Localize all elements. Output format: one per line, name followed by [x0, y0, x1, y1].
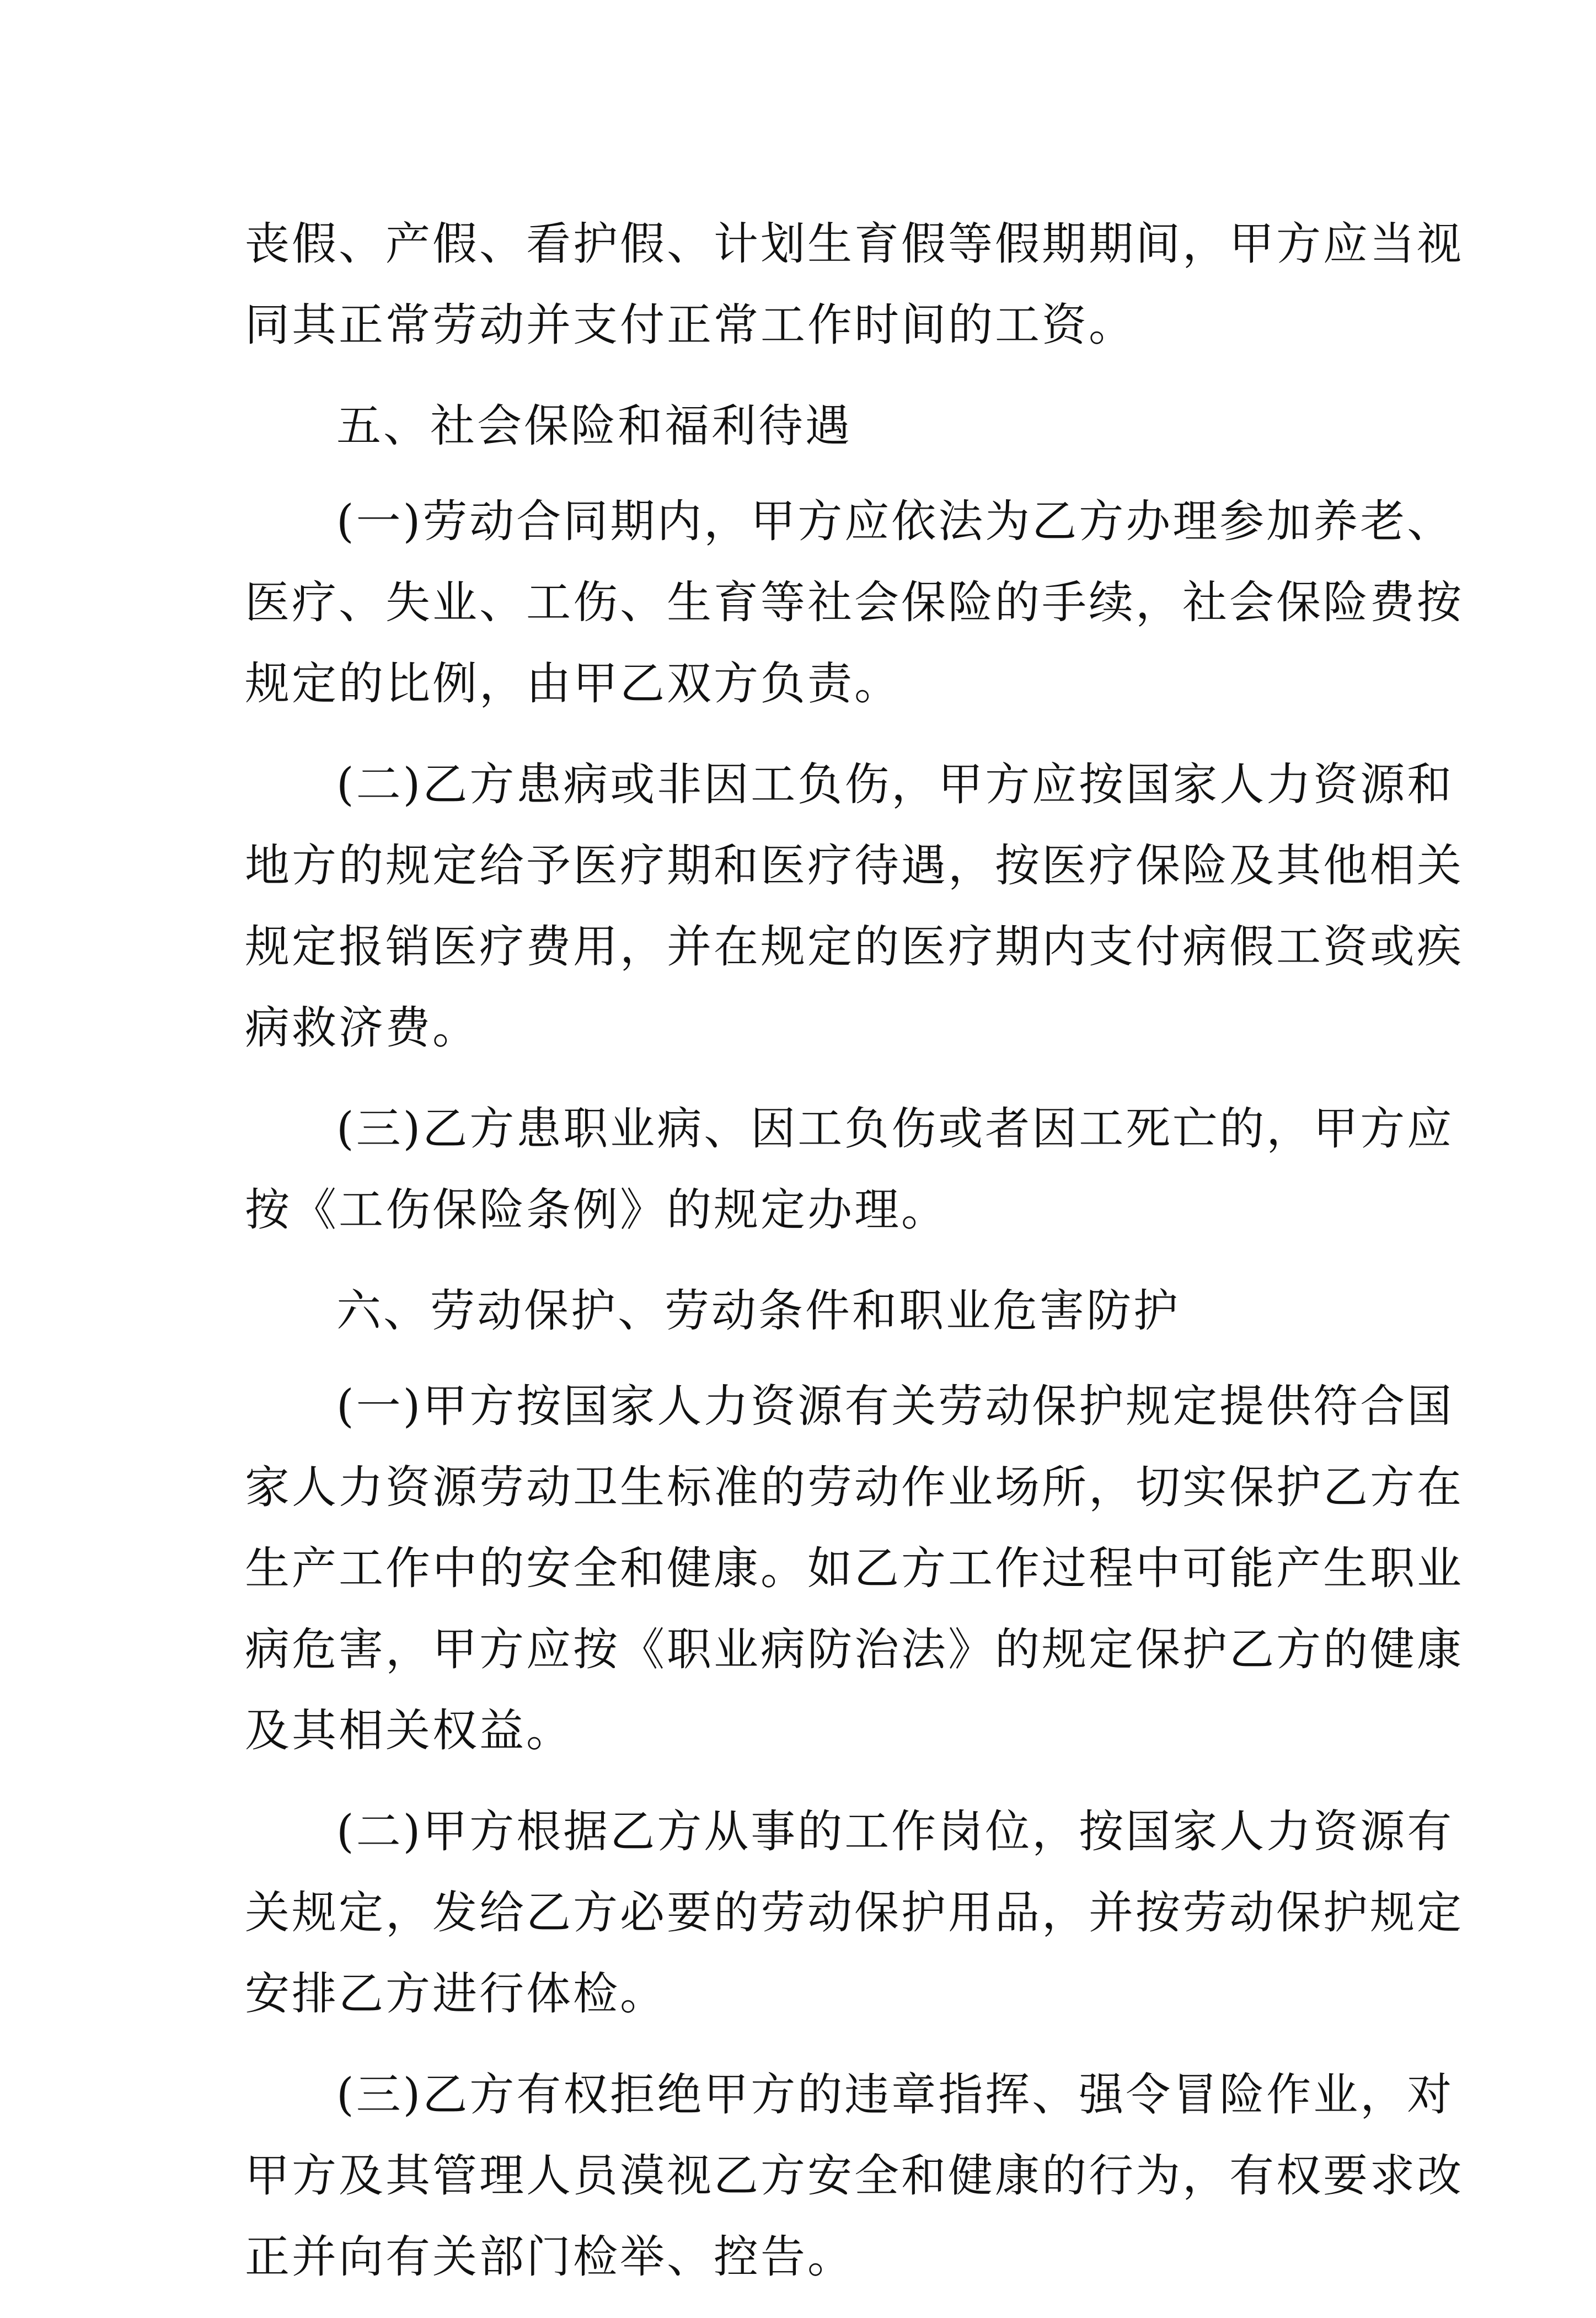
- clause-6-2: [245, 1792, 1464, 2035]
- text-line: 家人力资源劳动卫生标准的劳动作业场所，切实保护乙方在: [245, 1462, 1464, 1514]
- text-line: 同其正常劳动并支付正常工作时间的工资。: [245, 300, 1136, 351]
- clause-5-1: [245, 482, 1464, 725]
- heading-text: 五、社会保险和福利待遇: [336, 400, 853, 452]
- text-line: 丧假、产假、看护假、计划生育假等假期期间，甲方应当视: [245, 218, 1464, 270]
- clause-5-2: [245, 745, 1464, 1069]
- text-line: 及其相关权益。: [245, 1705, 574, 1757]
- text-line: 规定的比例，由甲乙双方负责。: [245, 658, 902, 710]
- paragraph-continuation: [245, 204, 1464, 366]
- text-line: (二)乙方患病或非因工负伤，甲方应按国家人力资源和: [336, 759, 1454, 811]
- text-line: (三)乙方患职业病、因工负伤或者因工死亡的，甲方应: [336, 1103, 1454, 1155]
- text-line: (二)甲方根据乙方从事的工作岗位，按国家人力资源有: [336, 1806, 1454, 1858]
- text-line: 甲方及其管理人员漠视乙方安全和健康的行为，有权要求改: [245, 2150, 1464, 2202]
- text-line: 医疗、失业、工伤、生育等社会保险的手续，社会保险费按: [245, 577, 1464, 629]
- heading-text: 六、劳动保护、劳动条件和职业危害防护: [336, 1285, 1181, 1337]
- clause-6-3: [245, 2055, 1464, 2298]
- text-line: 规定报销医疗费用，并在规定的医疗期内支付病假工资或疾: [245, 921, 1464, 973]
- text-line: 关规定，发给乙方必要的劳动保护用品，并按劳动保护规定: [245, 1887, 1464, 1939]
- clause-5-3: [245, 1089, 1454, 1251]
- text-line: 病救济费。: [245, 1002, 480, 1054]
- section-heading-social-insurance: [245, 386, 1359, 467]
- text-line: 按《工伤保险条例》的规定办理。: [245, 1184, 949, 1236]
- text-line: (一)甲方按国家人力资源有关劳动保护规定提供符合国: [336, 1381, 1454, 1433]
- document-body: [245, 204, 1464, 2318]
- text-line: 病危害，甲方应按《职业病防治法》的规定保护乙方的健康: [245, 1624, 1464, 1676]
- text-line: 地方的规定给予医疗期和医疗待遇，按医疗保险及其他相关: [245, 840, 1464, 892]
- text-line: 生产工作中的安全和健康。如乙方工作过程中可能产生职业: [245, 1543, 1464, 1595]
- text-line: (三)乙方有权拒绝甲方的违章指挥、强令冒险作业，对: [336, 2069, 1454, 2121]
- text-line: 正并向有关部门检举、控告。: [245, 2231, 855, 2283]
- text-line: (一)劳动合同期内，甲方应依法为乙方办理参加养老、: [336, 496, 1454, 548]
- text-line: 安排乙方进行体检。: [245, 1968, 667, 2020]
- section-heading-labor-protection: [245, 1271, 1359, 1352]
- clause-6-1: [245, 1366, 1464, 1772]
